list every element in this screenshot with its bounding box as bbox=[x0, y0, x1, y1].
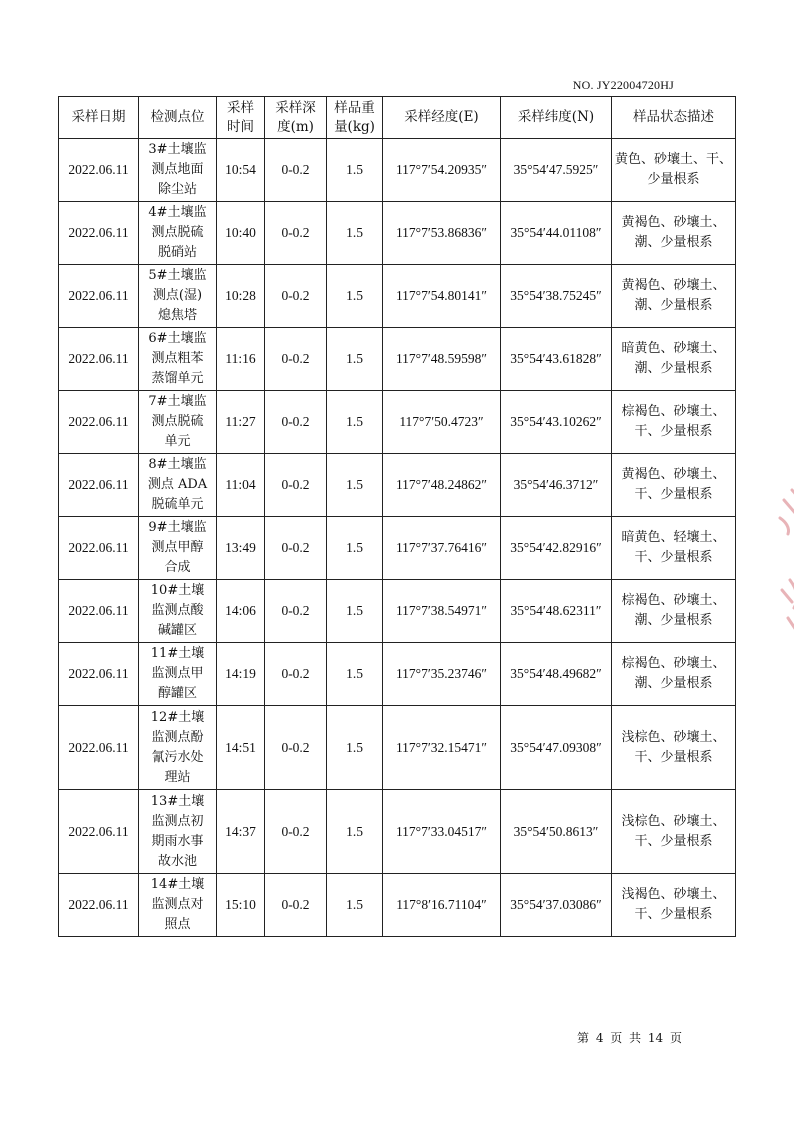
cell-longitude: 117°7′32.15471″ bbox=[383, 706, 501, 790]
seal-stamp-fragment bbox=[770, 470, 794, 640]
header-weight: 样品重 量(kg) bbox=[327, 97, 383, 139]
table-row bbox=[59, 265, 736, 328]
cell-time: 11:16 bbox=[217, 328, 265, 391]
cell-latitude: 35°54′44.01108″ bbox=[501, 202, 612, 265]
cell-latitude: 35°54′37.03086″ bbox=[501, 874, 612, 937]
cell-location: 13#土壤 监测点初 期雨水事 故水池 bbox=[139, 790, 217, 874]
cell-description: 黄色、砂壤土、干、 少量根系 bbox=[612, 139, 736, 202]
cell-depth: 0-0.2 bbox=[265, 643, 327, 706]
table-row bbox=[59, 454, 736, 517]
cell-location: 4#土壤监 测点脱硫 脱硝站 bbox=[139, 202, 217, 265]
cell-weight: 1.5 bbox=[327, 454, 383, 517]
cell-date: 2022.06.11 bbox=[59, 139, 139, 202]
cell-weight: 1.5 bbox=[327, 706, 383, 790]
cell-weight: 1.5 bbox=[327, 580, 383, 643]
header-latitude: 采样纬度(N) bbox=[501, 97, 612, 139]
cell-location: 6#土壤监 测点粗苯 蒸馏单元 bbox=[139, 328, 217, 391]
header-depth: 采样深 度(m) bbox=[265, 97, 327, 139]
table-row bbox=[59, 643, 736, 706]
cell-latitude: 35°54′47.5925″ bbox=[501, 139, 612, 202]
cell-description: 黄褐色、砂壤土、 干、少量根系 bbox=[612, 454, 736, 517]
cell-date: 2022.06.11 bbox=[59, 643, 139, 706]
cell-date: 2022.06.11 bbox=[59, 202, 139, 265]
table-row bbox=[59, 580, 736, 643]
cell-depth: 0-0.2 bbox=[265, 517, 327, 580]
cell-longitude: 117°7′37.76416″ bbox=[383, 517, 501, 580]
cell-description: 暗黄色、砂壤土、 潮、少量根系 bbox=[612, 328, 736, 391]
cell-weight: 1.5 bbox=[327, 265, 383, 328]
cell-longitude: 117°7′48.24862″ bbox=[383, 454, 501, 517]
header-date: 采样日期 bbox=[59, 97, 139, 139]
cell-time: 10:40 bbox=[217, 202, 265, 265]
cell-weight: 1.5 bbox=[327, 517, 383, 580]
cell-time: 14:51 bbox=[217, 706, 265, 790]
cell-longitude: 117°7′48.59598″ bbox=[383, 328, 501, 391]
cell-date: 2022.06.11 bbox=[59, 328, 139, 391]
table-row bbox=[59, 139, 736, 202]
table-row bbox=[59, 517, 736, 580]
cell-depth: 0-0.2 bbox=[265, 328, 327, 391]
cell-latitude: 35°54′38.75245″ bbox=[501, 265, 612, 328]
cell-description: 浅褐色、砂壤土、 干、少量根系 bbox=[612, 874, 736, 937]
cell-description: 暗黄色、轻壤土、 干、少量根系 bbox=[612, 517, 736, 580]
cell-date: 2022.06.11 bbox=[59, 265, 139, 328]
cell-longitude: 117°8′16.71104″ bbox=[383, 874, 501, 937]
cell-latitude: 35°54′48.62311″ bbox=[501, 580, 612, 643]
cell-latitude: 35°54′43.61828″ bbox=[501, 328, 612, 391]
table-row bbox=[59, 328, 736, 391]
cell-time: 10:28 bbox=[217, 265, 265, 328]
cell-longitude: 117°7′38.54971″ bbox=[383, 580, 501, 643]
cell-weight: 1.5 bbox=[327, 391, 383, 454]
cell-time: 10:54 bbox=[217, 139, 265, 202]
cell-weight: 1.5 bbox=[327, 328, 383, 391]
cell-date: 2022.06.11 bbox=[59, 874, 139, 937]
cell-date: 2022.06.11 bbox=[59, 454, 139, 517]
cell-time: 14:06 bbox=[217, 580, 265, 643]
cell-description: 浅棕色、砂壤土、 干、少量根系 bbox=[612, 790, 736, 874]
cell-weight: 1.5 bbox=[327, 790, 383, 874]
cell-location: 14#土壤 监测点对 照点 bbox=[139, 874, 217, 937]
cell-longitude: 117°7′54.20935″ bbox=[383, 139, 501, 202]
cell-location: 8#土壤监 测点 ADA 脱硫单元 bbox=[139, 454, 217, 517]
table-header-row bbox=[59, 97, 736, 139]
cell-depth: 0-0.2 bbox=[265, 580, 327, 643]
cell-depth: 0-0.2 bbox=[265, 706, 327, 790]
cell-latitude: 35°54′46.3712″ bbox=[501, 454, 612, 517]
cell-description: 黄褐色、砂壤土、 潮、少量根系 bbox=[612, 265, 736, 328]
cell-time: 14:19 bbox=[217, 643, 265, 706]
cell-depth: 0-0.2 bbox=[265, 202, 327, 265]
cell-date: 2022.06.11 bbox=[59, 580, 139, 643]
page-footer: 第 4 页 共 14 页 bbox=[577, 1031, 682, 1045]
cell-latitude: 35°54′47.09308″ bbox=[501, 706, 612, 790]
cell-depth: 0-0.2 bbox=[265, 454, 327, 517]
cell-weight: 1.5 bbox=[327, 874, 383, 937]
table-row bbox=[59, 874, 736, 937]
cell-longitude: 117°7′33.04517″ bbox=[383, 790, 501, 874]
cell-depth: 0-0.2 bbox=[265, 790, 327, 874]
document-number: NO. JY22004720HJ bbox=[572, 78, 674, 92]
cell-latitude: 35°54′42.82916″ bbox=[501, 517, 612, 580]
cell-location: 3#土壤监 测点地面 除尘站 bbox=[139, 139, 217, 202]
cell-location: 9#土壤监 测点甲醇 合成 bbox=[139, 517, 217, 580]
cell-date: 2022.06.11 bbox=[59, 517, 139, 580]
cell-longitude: 117°7′50.4723″ bbox=[383, 391, 501, 454]
cell-time: 11:27 bbox=[217, 391, 265, 454]
table-row bbox=[59, 790, 736, 874]
header-time: 采样 时间 bbox=[217, 97, 265, 139]
header-location: 检测点位 bbox=[139, 97, 217, 139]
cell-description: 黄褐色、砂壤土、 潮、少量根系 bbox=[612, 202, 736, 265]
cell-depth: 0-0.2 bbox=[265, 139, 327, 202]
cell-longitude: 117°7′53.86836″ bbox=[383, 202, 501, 265]
cell-depth: 0-0.2 bbox=[265, 391, 327, 454]
cell-location: 12#土壤 监测点酚 氰污水处 理站 bbox=[139, 706, 217, 790]
table-row bbox=[59, 202, 736, 265]
cell-latitude: 35°54′43.10262″ bbox=[501, 391, 612, 454]
cell-date: 2022.06.11 bbox=[59, 790, 139, 874]
cell-latitude: 35°54′50.8613″ bbox=[501, 790, 612, 874]
cell-description: 棕褐色、砂壤土、 潮、少量根系 bbox=[612, 643, 736, 706]
cell-longitude: 117°7′54.80141″ bbox=[383, 265, 501, 328]
cell-location: 11#土壤 监测点甲 醇罐区 bbox=[139, 643, 217, 706]
table-row bbox=[59, 391, 736, 454]
cell-depth: 0-0.2 bbox=[265, 874, 327, 937]
cell-latitude: 35°54′48.49682″ bbox=[501, 643, 612, 706]
header-description: 样品状态描述 bbox=[612, 97, 736, 139]
cell-location: 7#土壤监 测点脱硫 单元 bbox=[139, 391, 217, 454]
cell-longitude: 117°7′35.23746″ bbox=[383, 643, 501, 706]
cell-location: 10#土壤 监测点酸 碱罐区 bbox=[139, 580, 217, 643]
cell-time: 11:04 bbox=[217, 454, 265, 517]
cell-location: 5#土壤监 测点(湿) 熄焦塔 bbox=[139, 265, 217, 328]
cell-description: 棕褐色、砂壤土、 潮、少量根系 bbox=[612, 580, 736, 643]
cell-time: 13:49 bbox=[217, 517, 265, 580]
sampling-table bbox=[58, 96, 736, 937]
cell-date: 2022.06.11 bbox=[59, 391, 139, 454]
cell-time: 14:37 bbox=[217, 790, 265, 874]
cell-depth: 0-0.2 bbox=[265, 265, 327, 328]
table-row bbox=[59, 706, 736, 790]
cell-date: 2022.06.11 bbox=[59, 706, 139, 790]
cell-weight: 1.5 bbox=[327, 139, 383, 202]
header-longitude: 采样经度(E) bbox=[383, 97, 501, 139]
cell-time: 15:10 bbox=[217, 874, 265, 937]
cell-weight: 1.5 bbox=[327, 202, 383, 265]
cell-description: 浅棕色、砂壤土、 干、少量根系 bbox=[612, 706, 736, 790]
cell-description: 棕褐色、砂壤土、 干、少量根系 bbox=[612, 391, 736, 454]
cell-weight: 1.5 bbox=[327, 643, 383, 706]
